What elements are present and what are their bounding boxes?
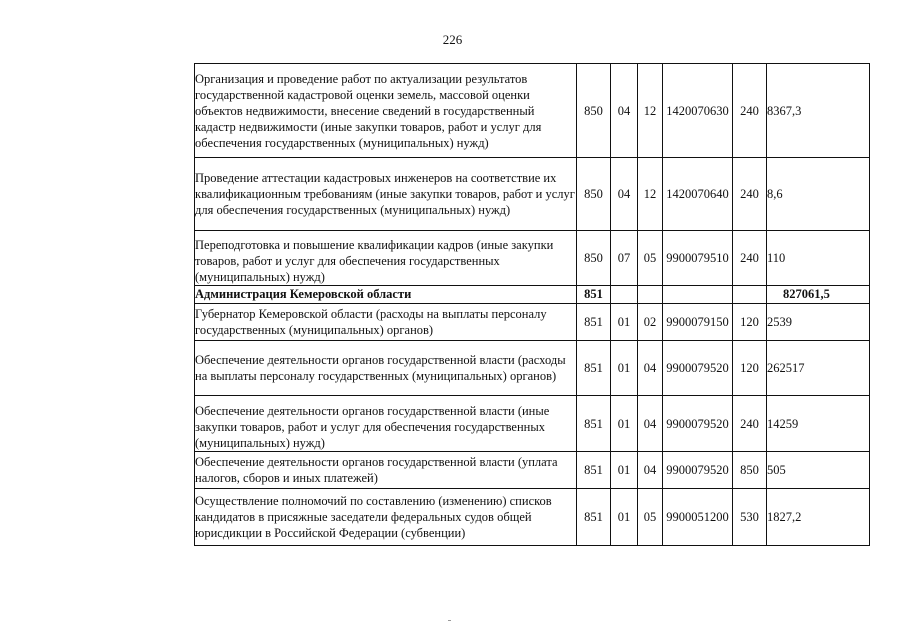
target-article-code (663, 286, 733, 304)
section-code: 01 (611, 341, 638, 396)
amount: 14259 (767, 396, 870, 452)
department-code: 850 (577, 158, 611, 231)
target-article-code: 9900079520 (663, 452, 733, 489)
subsection-code: 12 (638, 64, 663, 158)
table-row (195, 286, 870, 304)
row-description: Обеспечение деятельности органов государственной власти (расходы на выплаты персоналу государственных (муниципальных) органов) (195, 341, 577, 396)
target-article-code: 9900079520 (663, 341, 733, 396)
expense-type-code: 120 (733, 341, 767, 396)
department-code: 851 (577, 452, 611, 489)
table-row (195, 452, 870, 489)
expense-type-code: 850 (733, 452, 767, 489)
section-code: 01 (611, 396, 638, 452)
expense-type-code: 240 (733, 158, 767, 231)
amount: 8367,3 (767, 64, 870, 158)
department-code: 851 (577, 396, 611, 452)
target-article-code: 9900079520 (663, 396, 733, 452)
table-row (195, 158, 870, 231)
table-row (195, 341, 870, 396)
section-code (611, 286, 638, 304)
expense-type-code: 530 (733, 489, 767, 546)
subsection-code: 04 (638, 341, 663, 396)
section-code: 01 (611, 489, 638, 546)
subsection-code: 04 (638, 396, 663, 452)
table-row (195, 396, 870, 452)
amount: 1827,2 (767, 489, 870, 546)
row-description: Проведение аттестации кадастровых инженеров на соответствие их квалификационным требованиям (иные закупки товаров, работ и услуг для обеспечения государственных (муниципальных) нужд) (195, 158, 577, 231)
subsection-code (638, 286, 663, 304)
subsection-code: 05 (638, 231, 663, 286)
amount: 827061,5 (767, 286, 870, 304)
target-article-code: 9900051200 (663, 489, 733, 546)
subsection-code: 12 (638, 158, 663, 231)
amount: 505 (767, 452, 870, 489)
target-article-code: 1420070640 (663, 158, 733, 231)
page-number: 226 (442, 32, 463, 47)
target-article-code: 9900079510 (663, 231, 733, 286)
row-description: Администрация Кемеровской области (195, 286, 577, 304)
table-row (195, 489, 870, 546)
amount: 110 (767, 231, 870, 286)
row-description: Переподготовка и повышение квалификации кадров (иные закупки товаров, работ и услуг для обеспечения государственных (муниципальных) нужд) (195, 231, 577, 286)
subsection-code: 04 (638, 452, 663, 489)
target-article-code: 9900079150 (663, 304, 733, 341)
subsection-code: 05 (638, 489, 663, 546)
table-row (195, 304, 870, 341)
section-code: 04 (611, 158, 638, 231)
section-code: 04 (611, 64, 638, 158)
amount: 8,6 (767, 158, 870, 231)
budget-table (194, 63, 870, 546)
expense-type-code: 120 (733, 304, 767, 341)
section-code: 01 (611, 304, 638, 341)
department-code: 850 (577, 231, 611, 286)
scan-mark (448, 620, 451, 621)
department-code: 851 (577, 489, 611, 546)
subsection-code: 02 (638, 304, 663, 341)
amount: 2539 (767, 304, 870, 341)
department-code: 850 (577, 64, 611, 158)
row-description: Обеспечение деятельности органов государственной власти (уплата налогов, сборов и иных платежей) (195, 452, 577, 489)
department-code: 851 (577, 286, 611, 304)
target-article-code: 1420070630 (663, 64, 733, 158)
section-code: 01 (611, 452, 638, 489)
amount: 262517 (767, 341, 870, 396)
department-code: 851 (577, 304, 611, 341)
expense-type-code: 240 (733, 231, 767, 286)
expense-type-code (733, 286, 767, 304)
table-row (195, 231, 870, 286)
expense-type-code: 240 (733, 396, 767, 452)
expense-type-code: 240 (733, 64, 767, 158)
table-row (195, 64, 870, 158)
row-description: Губернатор Кемеровской области (расходы на выплаты персоналу государственных (муниципальных) органов) (195, 304, 577, 341)
section-code: 07 (611, 231, 638, 286)
row-description: Осуществление полномочий по составлению (изменению) списков кандидатов в присяжные заседатели федеральных судов общей юрисдикции в Российской Федерации (субвенции) (195, 489, 577, 546)
row-description: Организация и проведение работ по актуализации результатов государственной кадастровой оценки земель, массовой оценки объектов недвижимости, внесение сведений в государственный кадастр недвижимости (иные закупки товаров, работ и услуг для обеспечения государственных (муниципальных) нужд) (195, 64, 577, 158)
department-code: 851 (577, 341, 611, 396)
row-description: Обеспечение деятельности органов государственной власти (иные закупки товаров, работ и услуг для обеспечения государственных (муниципальных) нужд) (195, 396, 577, 452)
